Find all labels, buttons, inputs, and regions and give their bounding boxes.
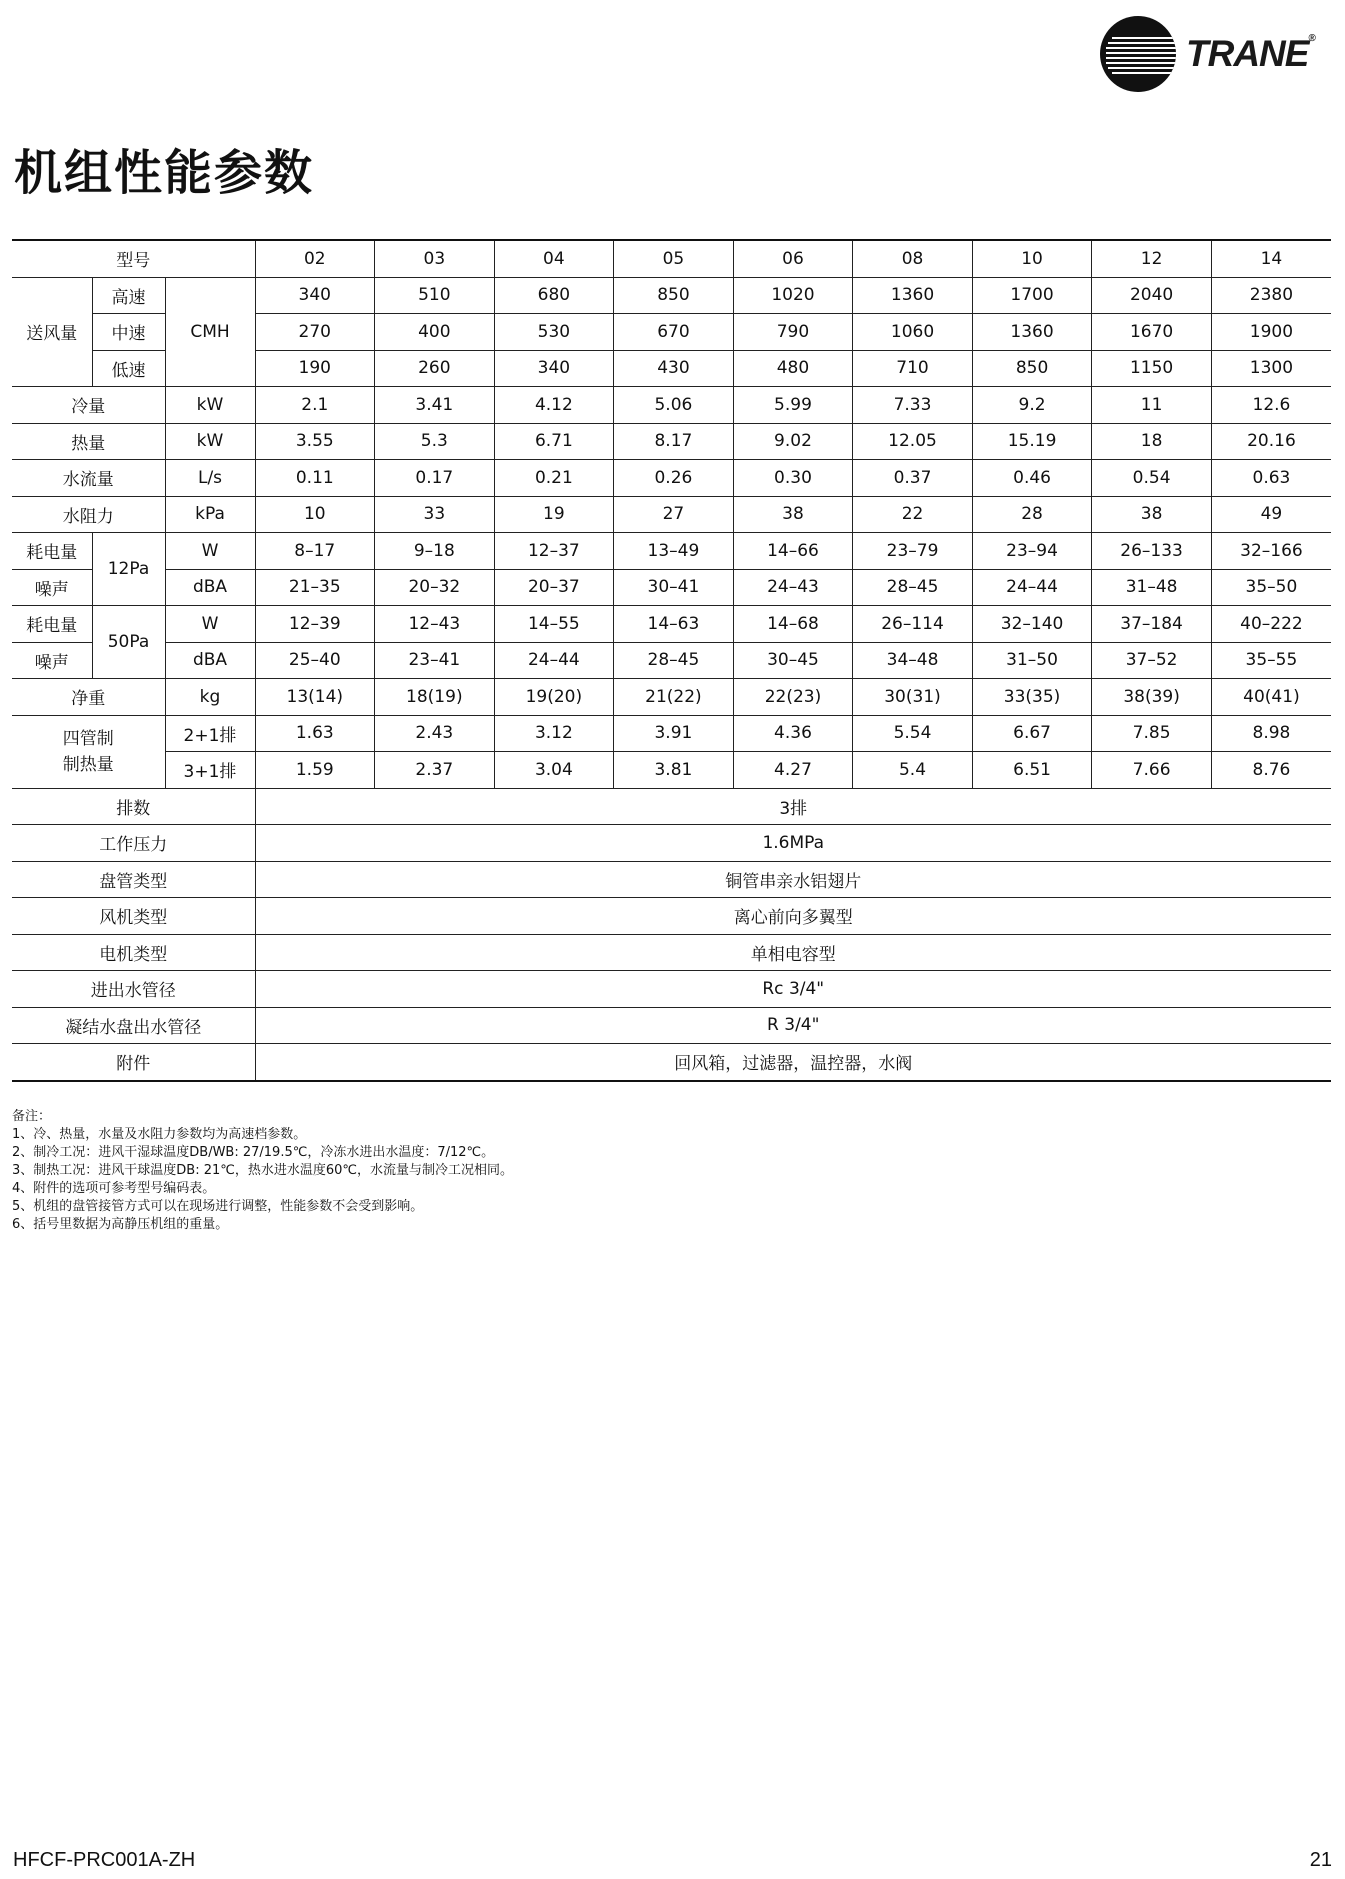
- config-label: 2+1排: [165, 715, 255, 752]
- trane-emblem-icon: [1098, 14, 1178, 94]
- value-cell: 37–52: [1092, 642, 1212, 679]
- table-row: [12, 715, 1331, 752]
- value-cell: 12.6: [1211, 387, 1331, 424]
- value-cell: 4.36: [733, 715, 853, 752]
- value-cell: 0.26: [614, 460, 734, 497]
- value-cell: 21(22): [614, 679, 734, 716]
- speed-label: 中速: [92, 314, 165, 351]
- pressure-label: 12Pa: [92, 533, 165, 606]
- value-cell: 14–68: [733, 606, 853, 643]
- value-cell: 12–43: [375, 606, 495, 643]
- value-cell: 5.3: [375, 423, 495, 460]
- model-header-cell: 02: [255, 240, 375, 277]
- value-cell: 260: [375, 350, 495, 387]
- table-row: [12, 642, 1331, 679]
- value-cell: 8.98: [1211, 715, 1331, 752]
- unit-cell: kW: [165, 387, 255, 424]
- unit-cell: CMH: [165, 277, 255, 387]
- header-model-label: 型号: [12, 240, 255, 277]
- spec-label: 排数: [12, 788, 255, 825]
- value-cell: 14–55: [494, 606, 614, 643]
- model-header-cell: 06: [733, 240, 853, 277]
- value-cell: 1360: [972, 314, 1092, 351]
- table-row: [12, 277, 1331, 314]
- value-cell: 1900: [1211, 314, 1331, 351]
- spec-label: 凝结水盘出水管径: [12, 1007, 255, 1044]
- value-cell: 430: [614, 350, 734, 387]
- spec-value: 单相电容型: [255, 934, 1331, 971]
- value-cell: 3.41: [375, 387, 495, 424]
- value-cell: 1360: [853, 277, 973, 314]
- unit-cell: kPa: [165, 496, 255, 533]
- value-cell: 13(14): [255, 679, 375, 716]
- spec-label: 电机类型: [12, 934, 255, 971]
- row-label: 冷量: [12, 387, 165, 424]
- table-row: [12, 1007, 1331, 1044]
- value-cell: 1.63: [255, 715, 375, 752]
- value-cell: 3.55: [255, 423, 375, 460]
- value-cell: 2.37: [375, 752, 495, 789]
- value-cell: 15.19: [972, 423, 1092, 460]
- value-cell: 49: [1211, 496, 1331, 533]
- value-cell: 24–44: [972, 569, 1092, 606]
- value-cell: 32–166: [1211, 533, 1331, 570]
- pressure-label: 50Pa: [92, 606, 165, 679]
- value-cell: 30–41: [614, 569, 734, 606]
- spec-label: 盘管类型: [12, 861, 255, 898]
- value-cell: 9–18: [375, 533, 495, 570]
- value-cell: 7.66: [1092, 752, 1212, 789]
- table-row: [12, 460, 1331, 497]
- value-cell: 5.4: [853, 752, 973, 789]
- spec-value: 回风箱，过滤器，温控器，水阀: [255, 1044, 1331, 1081]
- spec-value: 1.6MPa: [255, 825, 1331, 862]
- table-row: [12, 679, 1331, 716]
- spec-label: 进出水管径: [12, 971, 255, 1008]
- row-label: 水流量: [12, 460, 165, 497]
- value-cell: 0.17: [375, 460, 495, 497]
- value-cell: 12–39: [255, 606, 375, 643]
- value-cell: 7.33: [853, 387, 973, 424]
- spec-value: 铜管串亲水铝翅片: [255, 861, 1331, 898]
- performance-table: [12, 239, 1331, 1082]
- spec-value: R 3/4": [255, 1007, 1331, 1044]
- spec-label: 风机类型: [12, 898, 255, 935]
- value-cell: 31–50: [972, 642, 1092, 679]
- value-cell: 2.43: [375, 715, 495, 752]
- value-cell: 2040: [1092, 277, 1212, 314]
- note-item: 2、制冷工况：进风干湿球温度DB/WB: 27/19.5℃，冷冻水进出水温度：7/12℃。: [12, 1145, 495, 1160]
- value-cell: 37–184: [1092, 606, 1212, 643]
- value-cell: 28: [972, 496, 1092, 533]
- page-number: 21: [1309, 1849, 1332, 1871]
- value-cell: 20–32: [375, 569, 495, 606]
- value-cell: 530: [494, 314, 614, 351]
- unit-cell: dBA: [165, 642, 255, 679]
- value-cell: 1020: [733, 277, 853, 314]
- value-cell: 23–79: [853, 533, 973, 570]
- unit-cell: W: [165, 533, 255, 570]
- value-cell: 0.54: [1092, 460, 1212, 497]
- table-row: [12, 861, 1331, 898]
- spec-label: 附件: [12, 1044, 255, 1081]
- value-cell: 5.06: [614, 387, 734, 424]
- row-label: 净重: [12, 679, 165, 716]
- note-item: 3、制热工况：进风干球温度DB: 21℃，热水进水温度60℃，水流量与制冷工况相同。: [12, 1163, 513, 1178]
- config-label: 3+1排: [165, 752, 255, 789]
- row-label: 耗电量: [12, 606, 92, 643]
- value-cell: 24–44: [494, 642, 614, 679]
- value-cell: 22: [853, 496, 973, 533]
- value-cell: 850: [614, 277, 734, 314]
- value-cell: 6.71: [494, 423, 614, 460]
- value-cell: 30–45: [733, 642, 853, 679]
- value-cell: 0.37: [853, 460, 973, 497]
- page-title: 机组性能参数: [14, 145, 315, 201]
- value-cell: 2.1: [255, 387, 375, 424]
- value-cell: 19(20): [494, 679, 614, 716]
- model-header-cell: 10: [972, 240, 1092, 277]
- spec-value: 3排: [255, 788, 1331, 825]
- model-header-cell: 12: [1092, 240, 1212, 277]
- value-cell: 14–66: [733, 533, 853, 570]
- value-cell: 21–35: [255, 569, 375, 606]
- value-cell: 9.02: [733, 423, 853, 460]
- brand-name: TRANE®: [1186, 33, 1315, 74]
- model-header-cell: 08: [853, 240, 973, 277]
- notes-heading: 备注：: [12, 1109, 52, 1124]
- value-cell: 7.85: [1092, 715, 1212, 752]
- unit-cell: W: [165, 606, 255, 643]
- value-cell: 14–63: [614, 606, 734, 643]
- model-header-cell: 05: [614, 240, 734, 277]
- four-pipe-label-line: 四管制: [62, 728, 114, 749]
- spec-label: 工作压力: [12, 825, 255, 862]
- spec-value: 离心前向多翼型: [255, 898, 1331, 935]
- value-cell: 670: [614, 314, 734, 351]
- value-cell: 1670: [1092, 314, 1212, 351]
- value-cell: 510: [375, 277, 495, 314]
- value-cell: 18: [1092, 423, 1212, 460]
- value-cell: 24–43: [733, 569, 853, 606]
- value-cell: 13–49: [614, 533, 734, 570]
- value-cell: 26–114: [853, 606, 973, 643]
- value-cell: 6.51: [972, 752, 1092, 789]
- value-cell: 340: [255, 277, 375, 314]
- table-row: [12, 240, 1331, 277]
- row-label: 水阻力: [12, 496, 165, 533]
- table-row: [12, 496, 1331, 533]
- note-item: 4、附件的选项可参考型号编码表。: [12, 1181, 216, 1196]
- table-row: [12, 825, 1331, 862]
- value-cell: 34–48: [853, 642, 973, 679]
- trane-logo: [1098, 14, 1315, 94]
- value-cell: 38: [733, 496, 853, 533]
- value-cell: 0.11: [255, 460, 375, 497]
- value-cell: 3.04: [494, 752, 614, 789]
- airflow-label: 送风量: [12, 277, 92, 387]
- table-row: [12, 971, 1331, 1008]
- value-cell: 710: [853, 350, 973, 387]
- value-cell: 1700: [972, 277, 1092, 314]
- value-cell: 19: [494, 496, 614, 533]
- value-cell: 9.2: [972, 387, 1092, 424]
- value-cell: 33(35): [972, 679, 1092, 716]
- value-cell: 190: [255, 350, 375, 387]
- value-cell: 33: [375, 496, 495, 533]
- value-cell: 400: [375, 314, 495, 351]
- value-cell: 5.54: [853, 715, 973, 752]
- four-pipe-label: [12, 715, 165, 788]
- value-cell: 0.46: [972, 460, 1092, 497]
- table-row: [12, 788, 1331, 825]
- note-item: 5、机组的盘管接管方式可以在现场进行调整，性能参数不会受到影响。: [12, 1199, 424, 1214]
- model-header-cell: 04: [494, 240, 614, 277]
- value-cell: 40–222: [1211, 606, 1331, 643]
- row-label: 耗电量: [12, 533, 92, 570]
- value-cell: 26–133: [1092, 533, 1212, 570]
- value-cell: 22(23): [733, 679, 853, 716]
- table-row: [12, 387, 1331, 424]
- value-cell: 340: [494, 350, 614, 387]
- value-cell: 30(31): [853, 679, 973, 716]
- value-cell: 0.63: [1211, 460, 1331, 497]
- value-cell: 1150: [1092, 350, 1212, 387]
- value-cell: 8.76: [1211, 752, 1331, 789]
- value-cell: 5.99: [733, 387, 853, 424]
- value-cell: 2380: [1211, 277, 1331, 314]
- table-row: [12, 1044, 1331, 1081]
- value-cell: 8.17: [614, 423, 734, 460]
- value-cell: 10: [255, 496, 375, 533]
- table-row: [12, 898, 1331, 935]
- note-item: 1、冷、热量，水量及水阻力参数均为高速档参数。: [12, 1127, 307, 1142]
- value-cell: 1300: [1211, 350, 1331, 387]
- four-pipe-label-line: 制热量: [62, 754, 114, 775]
- value-cell: 12–37: [494, 533, 614, 570]
- note-item: 6、括号里数据为高静压机组的重量。: [12, 1217, 229, 1232]
- row-label: 噪声: [12, 642, 92, 679]
- value-cell: 38: [1092, 496, 1212, 533]
- value-cell: 20–37: [494, 569, 614, 606]
- value-cell: 12.05: [853, 423, 973, 460]
- value-cell: 1.59: [255, 752, 375, 789]
- notes: [12, 1108, 513, 1234]
- unit-cell: L/s: [165, 460, 255, 497]
- value-cell: 27: [614, 496, 734, 533]
- table-row: [12, 423, 1331, 460]
- value-cell: 3.12: [494, 715, 614, 752]
- unit-cell: kW: [165, 423, 255, 460]
- value-cell: 8–17: [255, 533, 375, 570]
- row-label: 热量: [12, 423, 165, 460]
- value-cell: 1060: [853, 314, 973, 351]
- spec-value: Rc 3/4": [255, 971, 1331, 1008]
- table-row: [12, 752, 1331, 789]
- value-cell: 680: [494, 277, 614, 314]
- document-id: HFCF-PRC001A-ZH: [13, 1849, 196, 1871]
- value-cell: 23–94: [972, 533, 1092, 570]
- value-cell: 35–55: [1211, 642, 1331, 679]
- value-cell: 20.16: [1211, 423, 1331, 460]
- value-cell: 31–48: [1092, 569, 1212, 606]
- table-row: [12, 533, 1331, 570]
- value-cell: 18(19): [375, 679, 495, 716]
- value-cell: 6.67: [972, 715, 1092, 752]
- unit-cell: kg: [165, 679, 255, 716]
- speed-label: 低速: [92, 350, 165, 387]
- value-cell: 4.12: [494, 387, 614, 424]
- value-cell: 270: [255, 314, 375, 351]
- value-cell: 3.91: [614, 715, 734, 752]
- value-cell: 850: [972, 350, 1092, 387]
- value-cell: 32–140: [972, 606, 1092, 643]
- value-cell: 35–50: [1211, 569, 1331, 606]
- speed-label: 高速: [92, 277, 165, 314]
- value-cell: 28–45: [853, 569, 973, 606]
- value-cell: 40(41): [1211, 679, 1331, 716]
- value-cell: 0.21: [494, 460, 614, 497]
- value-cell: 0.30: [733, 460, 853, 497]
- model-header-cell: 14: [1211, 240, 1331, 277]
- table-row: [12, 569, 1331, 606]
- value-cell: 25–40: [255, 642, 375, 679]
- table-row: [12, 934, 1331, 971]
- value-cell: 480: [733, 350, 853, 387]
- value-cell: 28–45: [614, 642, 734, 679]
- value-cell: 790: [733, 314, 853, 351]
- unit-cell: dBA: [165, 569, 255, 606]
- value-cell: 3.81: [614, 752, 734, 789]
- model-header-cell: 03: [375, 240, 495, 277]
- row-label: 噪声: [12, 569, 92, 606]
- value-cell: 4.27: [733, 752, 853, 789]
- value-cell: 23–41: [375, 642, 495, 679]
- value-cell: 38(39): [1092, 679, 1212, 716]
- table-row: [12, 606, 1331, 643]
- value-cell: 11: [1092, 387, 1212, 424]
